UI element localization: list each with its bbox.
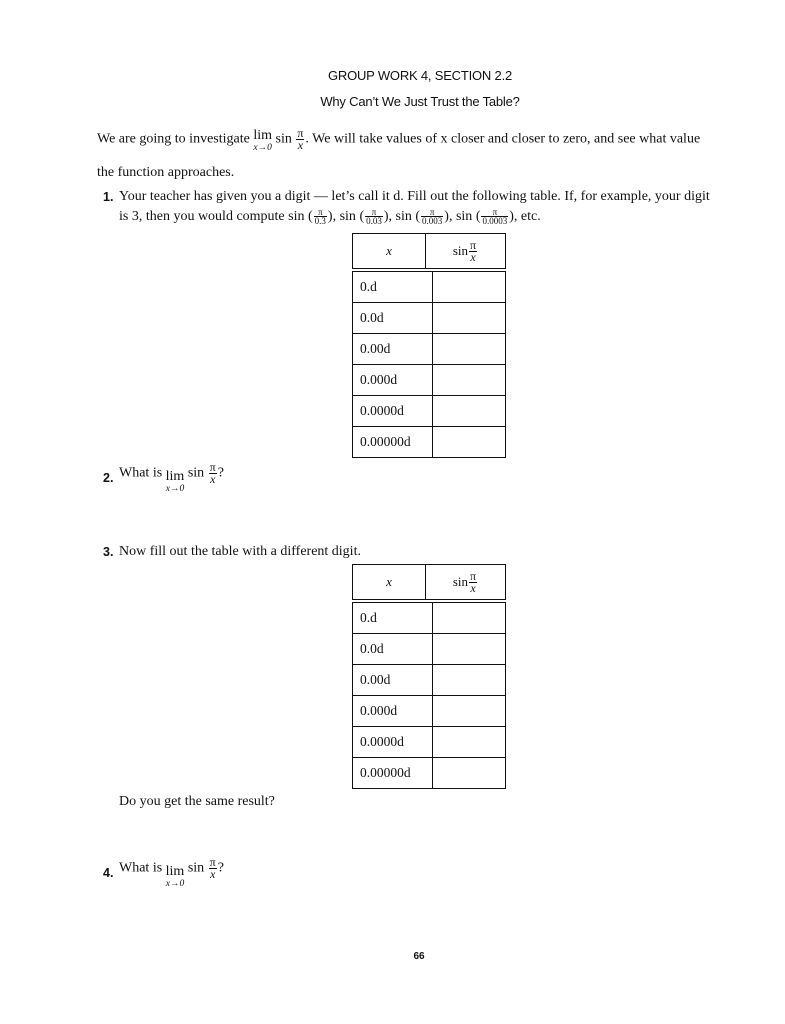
sin-word: sin [187, 860, 205, 876]
example-fraction-4 [481, 208, 508, 225]
column-header-x: x [353, 234, 426, 268]
table-row [353, 365, 505, 396]
fraction-numerator: π [209, 855, 216, 869]
table-row [353, 272, 505, 303]
x-value-cell: 0.d [353, 603, 433, 633]
sin-word: sin [275, 131, 292, 147]
fraction-numerator: π [470, 568, 477, 583]
lim-subscript: x→0 [253, 143, 272, 153]
limit-expression [166, 864, 185, 889]
pi-over-x-fraction [296, 128, 304, 151]
question-2-text [119, 462, 224, 494]
x-value-cell: 0.0d [353, 634, 433, 664]
fraction-denominator: x [470, 580, 476, 595]
question-1-number: 1. [103, 190, 114, 204]
x-value-cell: 0.0000d [353, 396, 433, 426]
sin-value-cell[interactable] [433, 665, 505, 695]
table-row [353, 727, 505, 758]
example-fraction-3 [421, 208, 443, 225]
x-value-cell: 0.d [353, 272, 433, 302]
limit-expression [253, 128, 272, 153]
question-2-prefix: What is [119, 465, 163, 481]
sin-value-cell[interactable] [433, 758, 505, 788]
page-number: 66 [413, 951, 425, 962]
table-1-body [352, 271, 506, 458]
intro-prefix: We are going to investigate [97, 131, 250, 147]
intro-line-1 [97, 128, 700, 153]
x-value-cell: 0.00000d [353, 427, 433, 457]
sin-value-cell[interactable] [433, 303, 505, 333]
pi-over-x-fraction [209, 857, 217, 880]
table-2-header [352, 564, 506, 600]
pi-over-x-fraction [469, 568, 477, 595]
question-1-line-2-suffix: etc. [520, 209, 541, 224]
example-fraction-2 [365, 208, 383, 225]
fraction-denominator: x [297, 138, 304, 152]
sin-value-cell[interactable] [433, 696, 505, 726]
column-header-sin-pi-over-x [426, 565, 505, 599]
group-work-title: GROUP WORK 4, SECTION 2.2 [327, 68, 513, 83]
fraction-numerator: π [421, 208, 443, 217]
table-row [353, 634, 505, 665]
sin-word: sin [452, 574, 469, 589]
pi-over-x-fraction [469, 237, 477, 264]
sin-value-cell[interactable] [433, 427, 505, 457]
sin-value-cell[interactable] [433, 634, 505, 664]
question-3-text: Now fill out the table with a different digit. [119, 544, 361, 559]
example-fraction-1 [314, 208, 327, 225]
lim-word: lim [165, 864, 185, 879]
x-value-cell: 0.0000d [353, 727, 433, 757]
sin-word: sin [288, 209, 305, 224]
question-3-followup: Do you get the same result? [119, 794, 275, 809]
lim-word: lim [253, 128, 272, 143]
fraction-denominator: 0.3 [314, 216, 326, 227]
limit-expression [166, 469, 185, 494]
question-1-line-2: is 3, then you would compute sin ( $\frac{\pi}{0.3}$ ), sin ( $\frac{\pi}{0.03}$ ), sin ( $\frac{\pi}{0.003}$ ), sin ( $\frac{\pi}{0.0003}$ ), etc. [119, 207, 541, 227]
fraction-numerator: π [365, 208, 383, 217]
x-value-cell: 0.00000d [353, 758, 433, 788]
sin-value-cell[interactable] [433, 334, 505, 364]
x-value-cell: 0.000d [353, 365, 433, 395]
sin-value-cell[interactable] [433, 272, 505, 302]
fraction-denominator: x [210, 472, 216, 486]
intro-line-2: the function approaches. [97, 165, 235, 180]
fraction-numerator: π [209, 460, 216, 474]
table-row [353, 396, 505, 427]
question-4-number: 4. [103, 866, 114, 880]
fraction-denominator: x [210, 867, 216, 881]
table-2-body [352, 602, 506, 789]
fraction-denominator: 0.03 [366, 216, 382, 227]
question-1-line-2-prefix: is 3, then you would compute [119, 209, 285, 224]
column-header-x: x [353, 565, 426, 599]
table-1-header [352, 233, 506, 269]
column-header-sin-pi-over-x [426, 234, 505, 268]
table-1 [352, 233, 506, 458]
question-1-line-1: Your teacher has given you a digit — let’s call it d. Fill out the following table. If, for example, your digit [119, 189, 710, 204]
sin-value-cell[interactable] [433, 603, 505, 633]
pi-over-x-fraction [209, 462, 217, 485]
question-3-number: 3. [103, 545, 114, 559]
fraction-denominator: x [470, 249, 476, 264]
x-value-cell: 0.0d [353, 303, 433, 333]
table-row [353, 334, 505, 365]
table-row [353, 696, 505, 727]
table-2 [352, 564, 506, 789]
table-row [353, 427, 505, 457]
fraction-denominator: 0.003 [422, 216, 443, 227]
sin-value-cell[interactable] [433, 727, 505, 757]
sin-word: sin [187, 465, 205, 481]
page-subtitle: Why Can’t We Just Trust the Table? [320, 94, 520, 109]
intro-suffix: . We will take values of x closer and closer to zero, and see what value [305, 131, 701, 147]
x-value-cell: 0.00d [353, 665, 433, 695]
table-row [353, 758, 505, 788]
sin-word: sin [395, 209, 412, 224]
x-value-cell: 0.00d [353, 334, 433, 364]
lim-subscript: x→0 [165, 484, 185, 494]
question-4-prefix: What is [119, 860, 163, 876]
sin-word: sin [339, 209, 356, 224]
sin-word: sin [455, 209, 473, 224]
table-row [353, 665, 505, 696]
lim-word: lim [165, 469, 185, 484]
sin-value-cell[interactable] [433, 396, 505, 426]
sin-word: sin [452, 243, 469, 258]
table-row [353, 603, 505, 634]
fraction-numerator: π [314, 208, 327, 217]
question-4-text [119, 857, 224, 889]
fraction-numerator: π [481, 208, 508, 217]
question-4-suffix: ? [217, 860, 224, 876]
sin-value-cell[interactable] [433, 365, 505, 395]
fraction-denominator: 0.0003 [482, 216, 508, 227]
lim-subscript: x→0 [165, 879, 185, 889]
x-value-cell: 0.000d [353, 696, 433, 726]
fraction-numerator: π [297, 126, 304, 140]
fraction-numerator: π [470, 237, 477, 252]
table-row [353, 303, 505, 334]
question-2-suffix: ? [217, 465, 224, 481]
question-2-number: 2. [103, 471, 114, 485]
